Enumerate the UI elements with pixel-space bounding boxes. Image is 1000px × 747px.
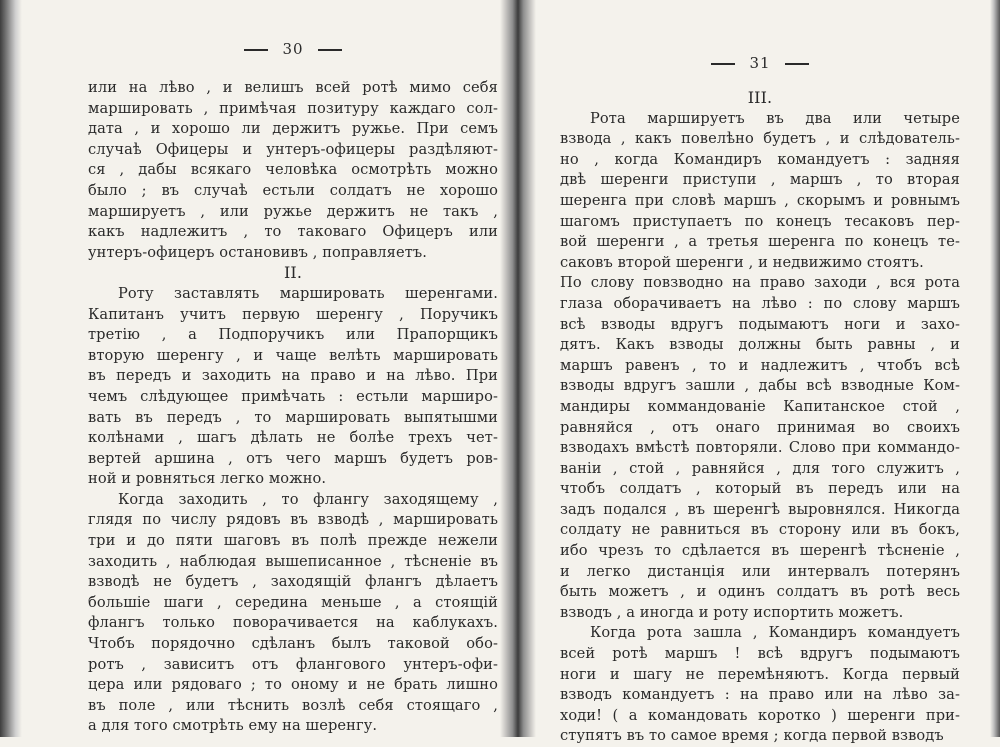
text-line: взводъ командуетъ : на право или на лѣво за- (560, 686, 960, 704)
text-line: быть можетъ , и одинъ солдатъ въ ротѣ весь (560, 583, 960, 601)
text-line: шеренга при словѣ маршъ , скорымъ и ровнымъ (560, 191, 960, 209)
right-page-number: 31 (560, 54, 960, 72)
text-line: маршъ равенъ , то и надлежитъ , чтобъ всѣ (560, 356, 960, 374)
section-heading: II. (283, 263, 303, 283)
text-line: было ; въ случаѣ естьли солдатъ не хорошо (88, 181, 498, 199)
text-line: Когда заходить , то флангу заходящему , (118, 490, 498, 508)
text-line: большіе шаги , середина меньше , а стоящій (88, 593, 498, 611)
text-line: а для того смотрѣть ему на шеренгу. (88, 717, 378, 735)
text-line: флангъ только поворачивается на каблукахъ. (88, 614, 498, 632)
text-line: взводѣ не будетъ , заходящій флангъ дѣлаетъ (88, 573, 498, 591)
book-gutter (500, 0, 536, 737)
text-line: вать въ передъ , то маршировать выпятышми (88, 408, 498, 426)
text-line: и легко дистанція или интервалъ потерянъ (560, 562, 960, 580)
text-line: колѣнами , шагъ дѣлать не болѣе трехъ чет- (88, 429, 498, 447)
text-line: дятъ. Какъ взводы должны быть равны , и (560, 336, 960, 354)
text-line: въ поле , или тѣснить возлѣ себя стоящаго , (88, 696, 498, 714)
text-line: маршировать , примѣчая позитуру каждаго сол- (88, 99, 498, 117)
right-page-text (560, 88, 960, 747)
text-line: маршируетъ , или ружье держитъ не такъ , (88, 202, 498, 220)
text-line: глядя по числу рядовъ въ взводѣ , маршировать (88, 511, 498, 529)
text-line: Роту заставлять маршировать шеренгами. (118, 284, 498, 302)
text-line: взвода , какъ повелѣно будетъ , и слѣдователь- (560, 130, 960, 148)
text-line: но , когда Командиръ командуетъ : задняя (560, 150, 960, 168)
text-line: ходи! ( а командовать коротко ) шеренги при- (560, 706, 960, 724)
text-line: заходить , наблюдая вышеписанное , тѣсненіе въ (88, 552, 498, 570)
text-line: солдату не равниться въ сторону или въ бокъ, (560, 521, 960, 539)
right-page (560, 0, 960, 745)
text-line: двѣ шеренги приступи , маршъ , то вторая (560, 171, 960, 189)
left-page-number: 30 (88, 40, 498, 58)
text-line: ной и ровняться легко можно. (88, 470, 327, 488)
text-line: Рота маршируетъ въ два или четыре (590, 109, 960, 127)
text-line: три и до пяти шаговъ въ полѣ прежде нежели (88, 532, 498, 550)
text-line: Чтобъ порядочно сдѣланъ былъ таковой обо- (88, 635, 498, 653)
text-line: цера или рядоваго ; то оному и не брать лишно (88, 676, 498, 694)
text-line: дата , и хорошо ли держитъ ружье. При семъ (88, 120, 498, 138)
text-line: ся , дабы всякаго человѣка осмотрѣть можно (88, 161, 498, 179)
right-page-edge-shadow (990, 0, 1000, 737)
text-line: мандиры коммандованіе Капитанское стой , (560, 397, 960, 415)
text-line: ноги и шагу не перемѣняютъ. Когда первый (560, 665, 960, 683)
text-line: По слову повзводно на право заходи , вся рота (560, 274, 960, 292)
text-line: саковъ второй шеренги , и недвижимо стоятъ. (560, 253, 924, 271)
text-line: шагомъ приступаетъ по конецъ тесаковъ пер- (560, 212, 960, 230)
text-line: взводахъ вмѣстѣ повторяли. Слово при коммандо- (560, 439, 960, 457)
text-line: Капитанъ учитъ первую шеренгу , Поручикъ (88, 305, 498, 323)
text-line: или на лѣво , и велишъ всей ротѣ мимо себя (88, 79, 498, 96)
text-line: вторую шеренгу , и чаще велѣть маршировать (88, 346, 498, 364)
text-line: унтеръ-офицеръ остановивъ , поправляетъ. (88, 243, 428, 261)
text-line: случаѣ Офицеры и унтеръ-офицеры раздѣляют- (88, 140, 498, 158)
text-line: Когда рота зашла , Командиръ командуетъ (590, 624, 960, 642)
text-line: какъ надлежитъ , то таковаго Офицеръ или (88, 223, 498, 241)
text-line: вертей аршина , отъ чего маршъ будетъ ров- (88, 449, 498, 467)
text-line: ступятъ въ то самое время ; когда первой взводъ (560, 727, 944, 745)
left-page-edge-shadow (0, 0, 22, 737)
left-page (88, 0, 498, 737)
text-line: въ передъ и заходить на право и на лѣво. При (88, 367, 498, 385)
text-line: вой шеренги , а третья шеренга по конецъ те- (560, 233, 960, 251)
text-line: задъ подался , въ шеренгѣ выровнялся. Никогда (560, 500, 960, 518)
section-heading: III. (747, 88, 773, 107)
text-line: ваніи , стой , равняйся , для того служитъ , (560, 459, 960, 477)
text-line: всѣ взводы вдругъ подымаютъ ноги и захо- (560, 315, 960, 333)
text-line: чемъ слѣдующее примѣчать : естьли марширо- (88, 387, 498, 405)
text-line: ибо чрезъ то сдѣлается въ шеренгѣ тѣсненіе , (560, 542, 960, 560)
text-line: ротъ , зависитъ отъ флангового унтеръ-офи- (88, 655, 498, 673)
left-page-text (88, 78, 498, 737)
text-line: чтобъ солдатъ , который въ передъ или на (560, 480, 960, 498)
text-line: глаза оборачиваетъ на лѣво : по слову маршъ (560, 294, 960, 312)
text-line: третію , а Подпоручикъ или Прапорщикъ (88, 326, 498, 344)
text-line: взводъ , а иногда и роту испортить можетъ. (560, 603, 904, 621)
text-line: равняйся , отъ онаго принимая во своихъ (560, 418, 960, 436)
text-line: всей ротѣ маршъ ! всѣ вдругъ подымаютъ (560, 645, 960, 663)
text-line: взводы вдругъ зашли , дабы всѣ взводные Ком- (560, 377, 960, 395)
